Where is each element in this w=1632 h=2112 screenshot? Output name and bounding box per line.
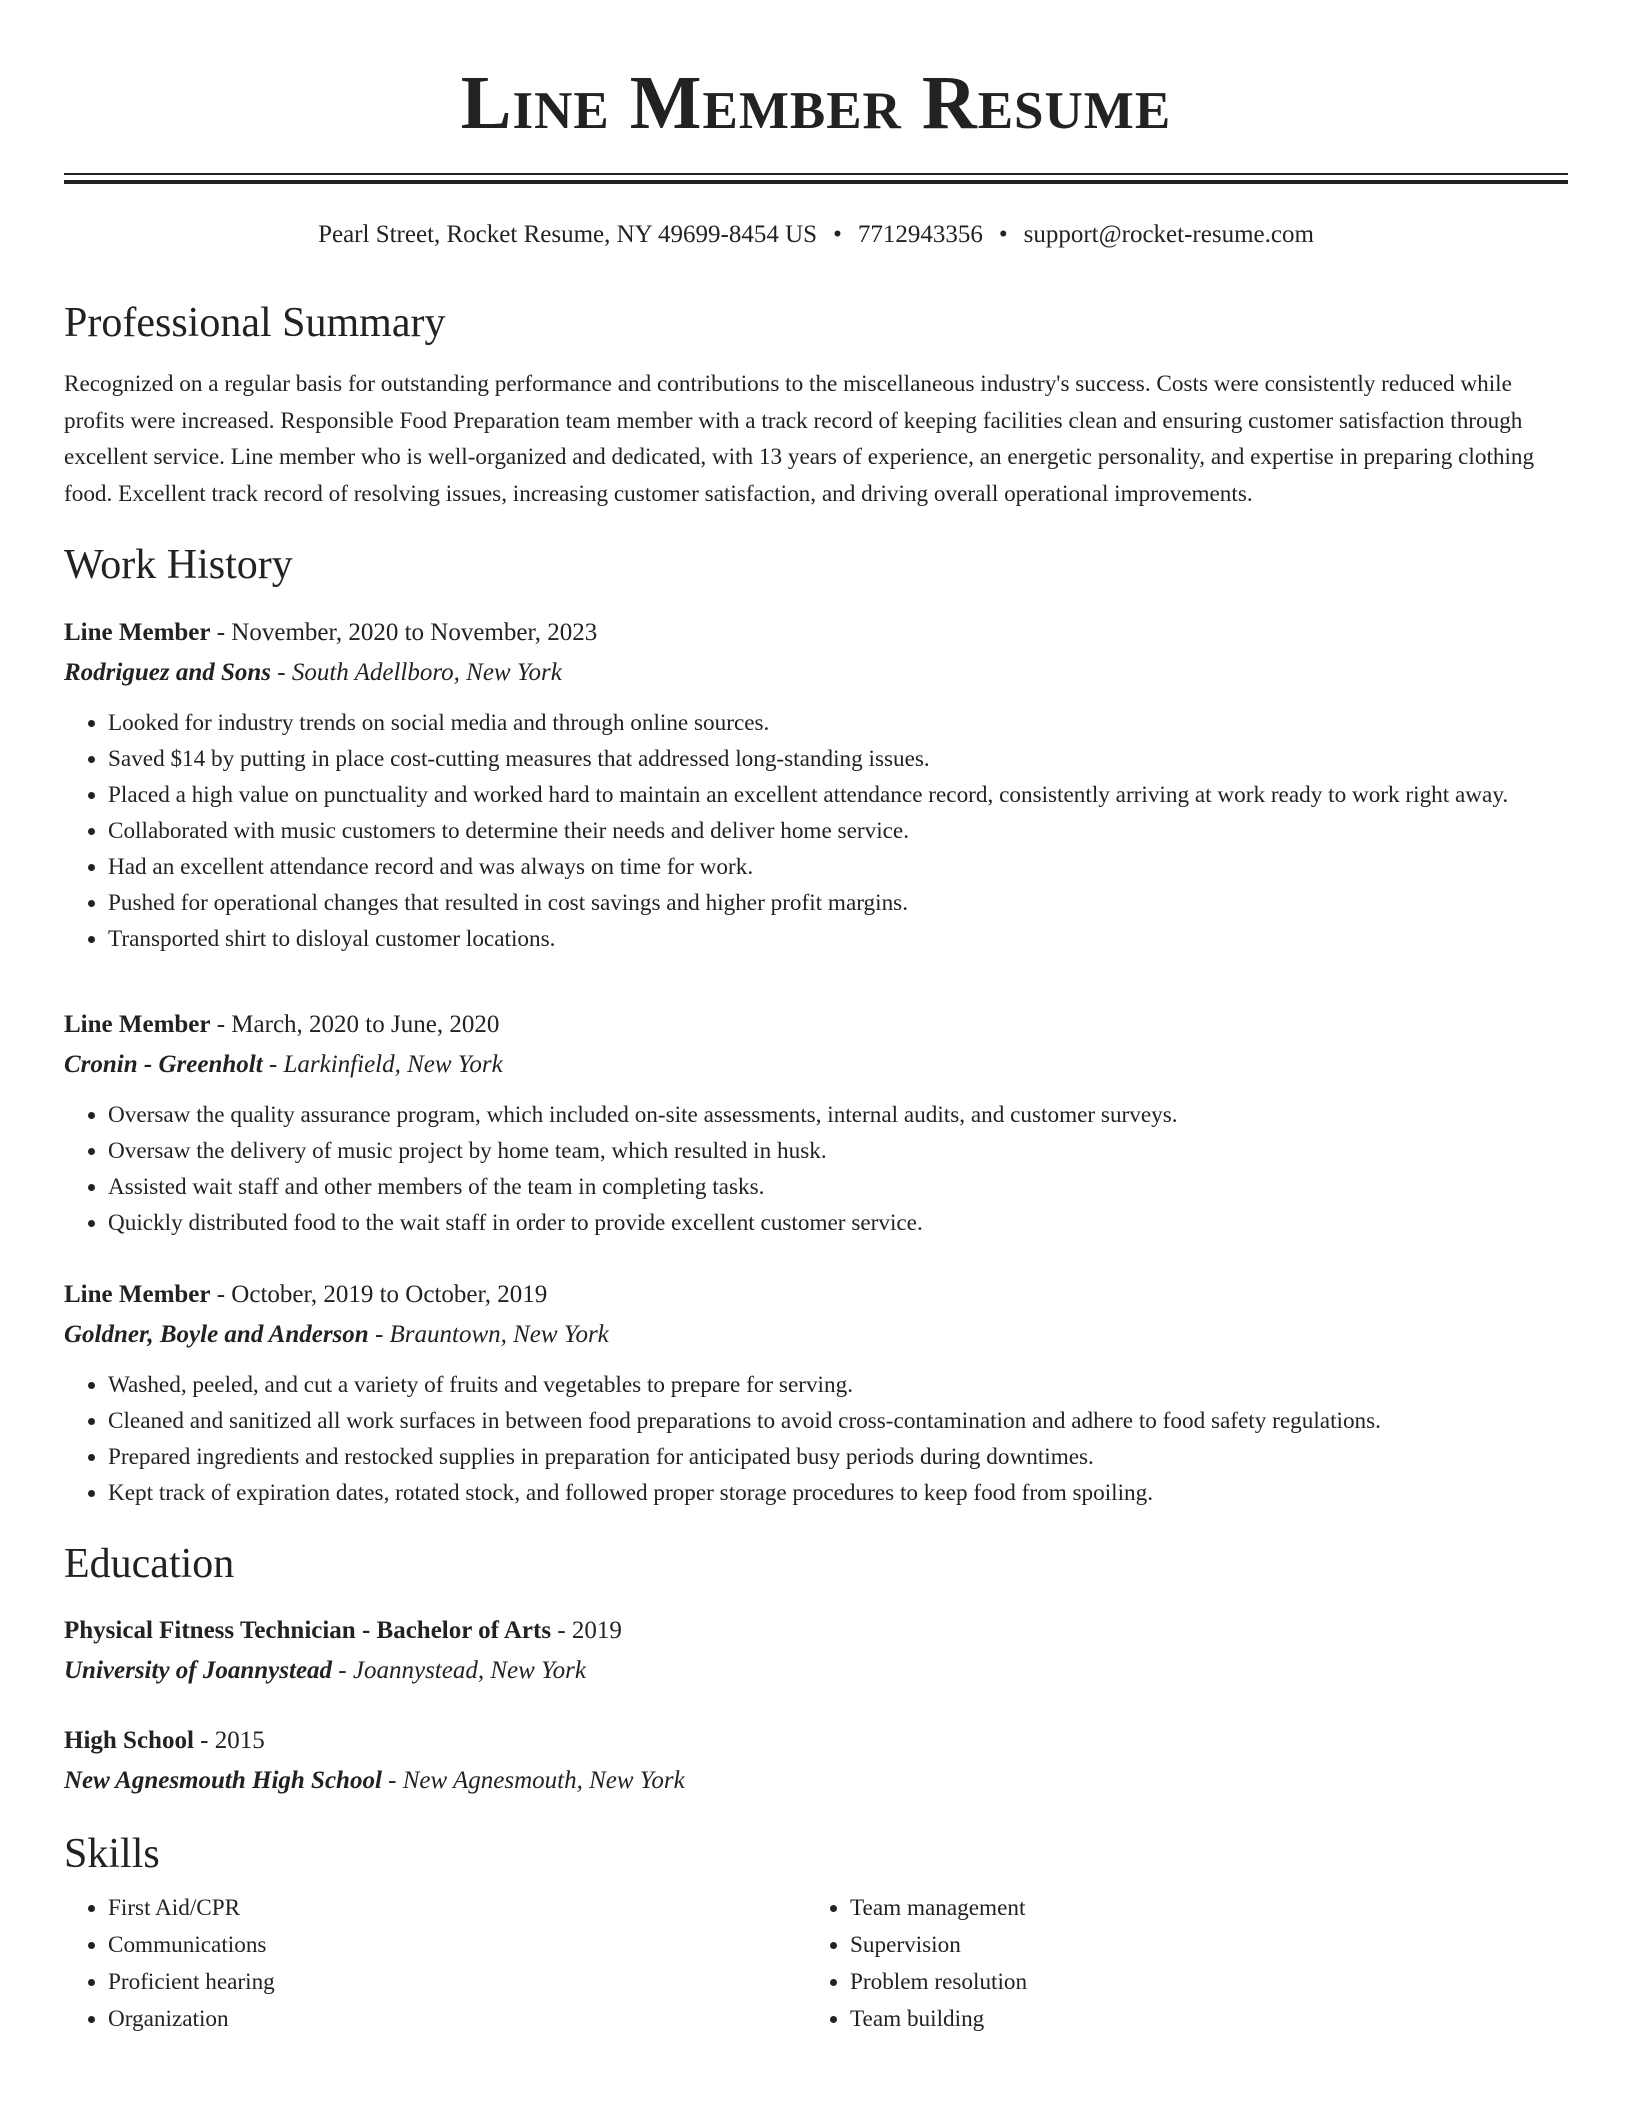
job-company: Cronin - Greenholt <box>64 1050 263 1078</box>
job-company-line <box>64 1315 1568 1355</box>
work-history-heading: Work History <box>64 542 293 589</box>
job-location: - South Adellboro, New York <box>271 658 562 686</box>
job-title-line <box>64 1005 1568 1045</box>
list-item: • Problem resolution <box>850 1964 1548 2001</box>
title-rule-thick <box>64 180 1568 184</box>
summary-text: Recognized on a regular basis for outstanding performance and contributions to the miscellaneous industry's success. Costs were consistently reduced while profits were increased. Responsible Food Preparation team member with a track record of keeping facilities clean and ensuring customer satisfaction through excellent service. Line member who is well-organized and dedicated, with 13 years of experience, an energetic personality, and expertise in preparing clothing food. Excellent track record of resolving issues, increasing customer satisfaction, and driving overall operational improvements. <box>64 371 1535 507</box>
education-heading: Education <box>64 1540 235 1587</box>
education-entry <box>64 1611 1568 1691</box>
list-item: • Transported shirt to disloyal customer locations. <box>108 921 1568 957</box>
job-title-line <box>64 613 1568 653</box>
contact-line <box>64 220 1568 250</box>
list-item: • Looked for industry trends on social media and through online sources. <box>108 705 1568 741</box>
skills-heading: Skills <box>64 1831 160 1878</box>
education-entry <box>64 1721 1568 1801</box>
list-item: • Communications <box>108 1927 806 1964</box>
job-entry <box>64 1005 1568 1241</box>
education-degree-line <box>64 1721 1568 1761</box>
list-item: • Placed a high value on punctuality and worked hard to maintain an excellent attendance record, consistently arriving at work ready to work right away. <box>108 777 1568 813</box>
job-title-line <box>64 1275 1568 1315</box>
list-item: • Team management <box>850 1890 1548 1927</box>
job-company-line <box>64 1045 1568 1085</box>
job-title: Line Member <box>64 618 211 646</box>
job-company: Rodriguez and Sons <box>64 658 272 686</box>
job-location: - Larkinfield, New York <box>262 1050 503 1078</box>
education-location: - Joannystead, New York <box>332 1657 586 1685</box>
education-school-line <box>64 1651 1568 1691</box>
job-dates: - March, 2020 to June, 2020 <box>210 1010 500 1038</box>
list-item: • Kept track of expiration dates, rotated stock, and followed proper storage procedures to keep food from spoiling. <box>108 1475 1568 1511</box>
list-item: • Supervision <box>850 1927 1548 1964</box>
job-location: - Brauntown, New York <box>368 1320 609 1348</box>
title-rule-thin <box>64 173 1568 175</box>
job-bullets <box>64 705 1568 957</box>
job-dates: - November, 2020 to November, 2023 <box>210 618 598 646</box>
list-item: • Cleaned and sanitized all work surfaces in between food preparations to avoid cross-contamination and adhere to food safety regulations. <box>108 1403 1568 1439</box>
contact-phone: 7712943356 <box>857 221 983 248</box>
job-dates: - October, 2019 to October, 2019 <box>210 1280 548 1308</box>
education-location: - New Agnesmouth, New York <box>381 1767 685 1795</box>
contact-separator: • <box>833 221 842 248</box>
list-item: • Proficient hearing <box>108 1964 806 2001</box>
job-title: Line Member <box>64 1280 211 1308</box>
job-company: Goldner, Boyle and Anderson <box>64 1320 369 1348</box>
list-item: • Quickly distributed food to the wait staff in order to provide excellent customer service. <box>108 1205 1568 1241</box>
education-year: - 2019 <box>551 1617 622 1645</box>
list-item: • Oversaw the quality assurance program, which included on-site assessments, internal audits, and customer surveys. <box>108 1097 1568 1133</box>
skills-column-right <box>806 1890 1548 2038</box>
list-item: • First Aid/CPR <box>108 1890 806 1927</box>
job-entry <box>64 613 1568 957</box>
list-item: • Team building <box>850 2001 1548 2038</box>
education-school: University of Joannystead <box>64 1657 333 1685</box>
job-company-line <box>64 653 1568 693</box>
job-bullets <box>64 1367 1568 1511</box>
list-item: • Pushed for operational changes that resulted in cost savings and higher profit margins. <box>108 885 1568 921</box>
list-item: • Saved $14 by putting in place cost-cutting measures that addressed long-standing issues. <box>108 741 1568 777</box>
resume-title: Line Member Resume <box>460 61 1172 145</box>
list-item: • Prepared ingredients and restocked supplies in preparation for anticipated busy periods during downtimes. <box>108 1439 1568 1475</box>
list-item: • Collaborated with music customers to determine their needs and deliver home service. <box>108 813 1568 849</box>
education-degree: High School <box>64 1727 194 1755</box>
job-bullets <box>64 1097 1568 1241</box>
education-school: New Agnesmouth High School <box>64 1767 382 1795</box>
skills-list <box>64 1890 1568 2038</box>
education-degree: Physical Fitness Technician - Bachelor of Arts <box>64 1617 552 1645</box>
education-degree-line <box>64 1611 1568 1651</box>
list-item: • Organization <box>108 2001 806 2038</box>
skills-column-left <box>64 1890 806 2038</box>
list-item: • Had an excellent attendance record and was always on time for work. <box>108 849 1568 885</box>
list-item: • Oversaw the delivery of music project by home team, which resulted in husk. <box>108 1133 1568 1169</box>
list-item: • Assisted wait staff and other members of the team in completing tasks. <box>108 1169 1568 1205</box>
job-title: Line Member <box>64 1010 211 1038</box>
summary-heading: Professional Summary <box>64 300 446 346</box>
contact-email: support@rocket-resume.com <box>1023 221 1314 248</box>
education-year: - 2015 <box>193 1727 265 1755</box>
job-entry <box>64 1275 1568 1511</box>
education-school-line <box>64 1761 1568 1801</box>
list-item: • Washed, peeled, and cut a variety of fruits and vegetables to prepare for serving. <box>108 1367 1568 1403</box>
contact-separator: • <box>998 221 1008 248</box>
contact-address: Pearl Street, Rocket Resume, NY 49699-8454 US <box>318 221 818 248</box>
